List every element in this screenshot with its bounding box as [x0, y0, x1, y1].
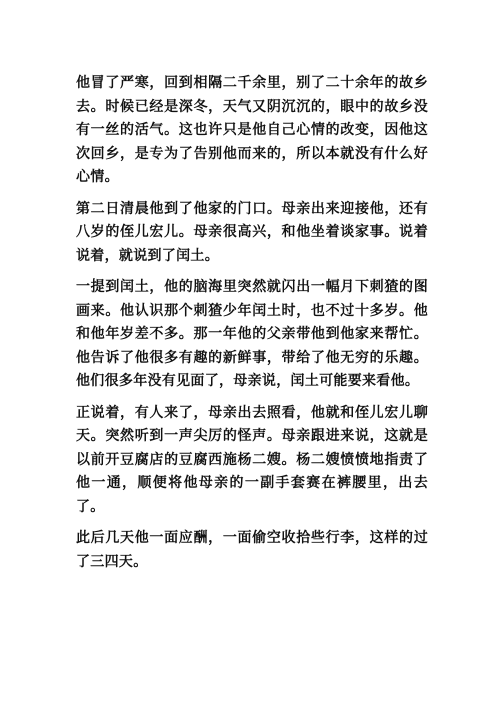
- paragraph-1: 他冒了严寒，回到相隔二千余里，别了二十余年的故乡去。时候已经是深冬，天气又阴沉沉的，眼中的故乡没有一丝的活气。这也许只是他自己心情的改变，因他这次回乡，是专为了告别他而来的，所以本就没有什么好心情。: [76, 75, 428, 185]
- paragraph-5: 此后几天他一面应酬，一面偷空收拾些行李，这样的过了三四天。: [76, 530, 428, 570]
- paragraph-2: 第二日清晨他到了他家的门口。母亲出来迎接他，还有八岁的侄儿宏儿。母亲很高兴，和他坐着谈家事。说着说着，就说到了闰土。: [76, 200, 428, 264]
- paragraph-3: 一提到闰土，他的脑海里突然就闪出一幅月下刺猹的图画来。他认识那个刺猹少年闰土时，也不过十多岁。他和他年岁差不多。那一年他的父亲带他到他家来帮忙。他告诉了他很多有趣的新鲜事，带给了他无穷的乐趣。他们很多年没有见面了，母亲说，闰土可能要来看他。: [76, 279, 428, 389]
- document-body: [76, 72, 428, 574]
- paragraph-4: 正说着，有人来了，母亲出去照看，他就和侄儿宏儿聊天。突然听到一声尖厉的怪声。母亲跟进来说，这就是以前开豆腐店的豆腐西施杨二嫂。杨二嫂愤愤地指责了他一通，顺便将他母亲的一副手套赛在裤腰里，出去了。: [76, 404, 428, 515]
